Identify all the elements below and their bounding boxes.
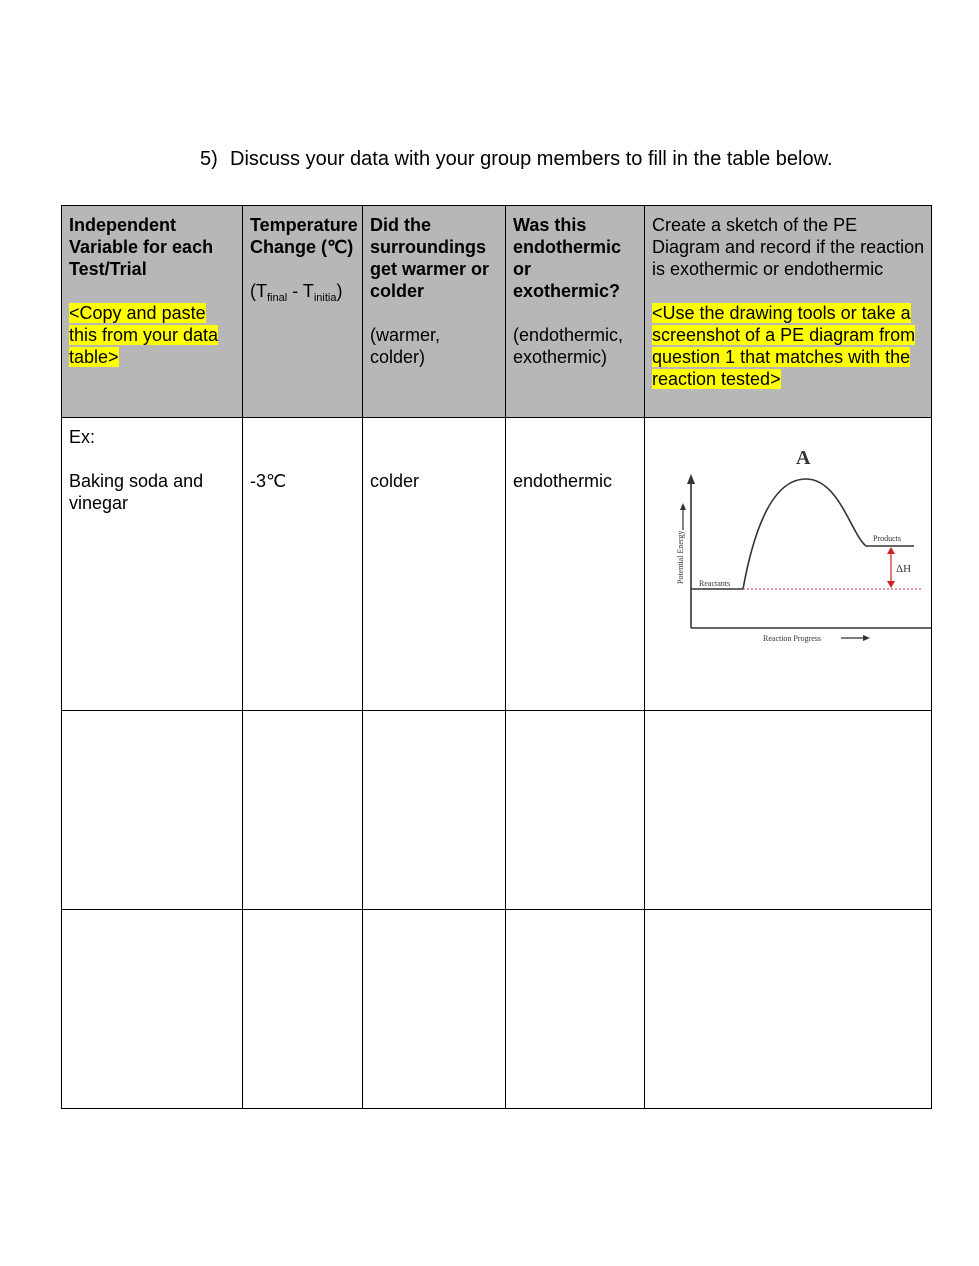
table-cell[interactable] xyxy=(645,910,932,1109)
header-title: Create a sketch of the PE Diagram and record if the reaction is exothermic or endothermic xyxy=(652,215,925,279)
example-reaction-type: endothermic xyxy=(513,471,613,491)
header-note: <Copy and paste this from your data table> xyxy=(69,303,219,367)
example-surroundings: colder xyxy=(370,471,420,491)
header-reaction-type xyxy=(506,206,645,418)
table-header-row xyxy=(62,206,932,418)
table-cell[interactable] xyxy=(506,910,645,1109)
example-surroundings-cell[interactable] xyxy=(363,418,506,711)
header-title: Temperature Change (℃) xyxy=(250,215,358,257)
table-cell[interactable] xyxy=(62,910,243,1109)
header-note: (endothermic, exothermic) xyxy=(513,325,624,367)
table-row xyxy=(62,910,932,1109)
question-number: 5) xyxy=(200,148,218,170)
example-variable: Baking soda and vinegar xyxy=(69,471,204,513)
header-note: (warmer, colder) xyxy=(370,325,441,367)
delta-h-label: ΔH xyxy=(896,563,912,575)
table-cell[interactable] xyxy=(363,910,506,1109)
table-cell[interactable] xyxy=(243,711,363,910)
products-label: Products xyxy=(873,534,901,543)
y-axis-label: Potential Energy xyxy=(676,530,685,584)
question-text: Discuss your data with your group members to fill in the table below. xyxy=(230,148,833,170)
example-temp-cell[interactable] xyxy=(243,418,363,711)
header-title: Did the surroundings get warmer or colder xyxy=(370,215,490,301)
header-title: Independent Variable for each Test/Trial xyxy=(69,215,214,279)
header-note: <Use the drawing tools or take a screenshot of a PE diagram from question 1 that matches with the reaction tested> xyxy=(652,303,916,389)
example-variable-cell[interactable] xyxy=(62,418,243,711)
example-diagram-cell[interactable] xyxy=(645,418,932,711)
table-cell[interactable] xyxy=(243,910,363,1109)
header-pe-diagram xyxy=(645,206,932,418)
reactants-label: Reactants xyxy=(699,579,731,588)
pe-diagram xyxy=(661,424,931,654)
table-cell[interactable] xyxy=(506,711,645,910)
results-table xyxy=(61,205,932,1109)
table-cell[interactable] xyxy=(363,711,506,910)
header-independent-variable xyxy=(62,206,243,418)
table-row xyxy=(62,711,932,910)
temperature-formula: $(T_{final} - T_{initia})$ xyxy=(250,281,343,304)
header-temperature-change xyxy=(243,206,363,418)
x-axis-label: Reaction Progress xyxy=(763,634,821,643)
header-title: Was this endothermic or exothermic? xyxy=(513,215,622,301)
table-cell[interactable] xyxy=(645,711,932,910)
example-reaction-cell[interactable] xyxy=(506,418,645,711)
header-surroundings xyxy=(363,206,506,418)
example-label: Ex: xyxy=(69,427,96,447)
example-temp-change: -3℃ xyxy=(250,471,287,491)
table-row xyxy=(62,418,932,711)
table-cell[interactable] xyxy=(62,711,243,910)
peak-label: A xyxy=(796,447,811,469)
